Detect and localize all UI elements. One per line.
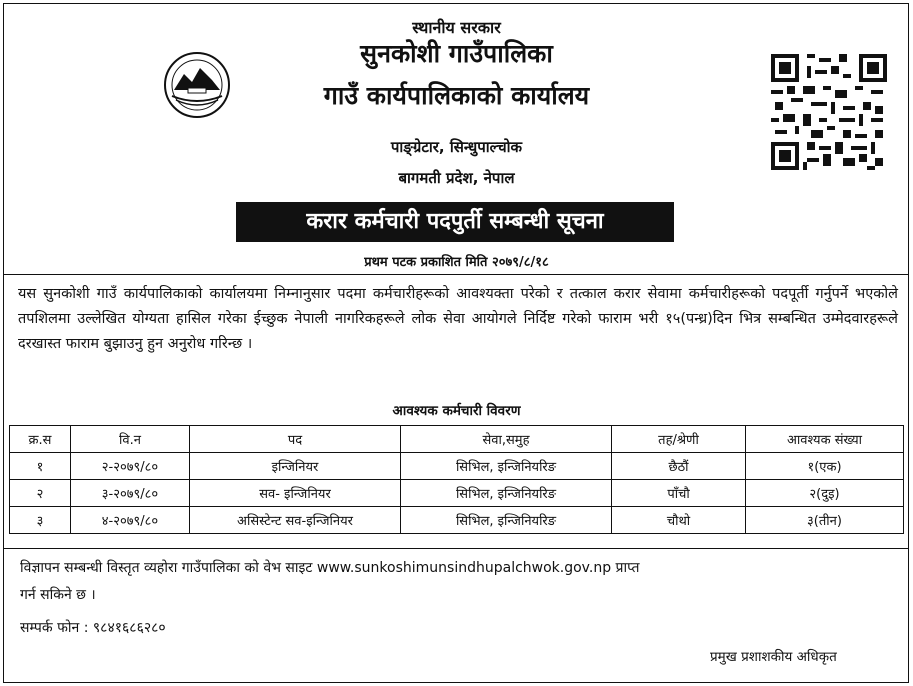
notice-body: यस सुनकोशी गाउँ कार्यपालिकाको कार्यालयमा निम्नानुसार पदमा कर्मचारीहरूको आवश्यक्ता परेको र तत्काल करार सेवामा कर्मचारीहरूको पदपूर्ती गर्नुपर्ने भएकोले तपशिलमा उल्लेखित योग्यता हासिल गरेका ईच्छुक नेपाली नागरिकहरूले लोक सेवा आयोगले निर्दिष्ट गरेको फाराम भरी १५(पन्ध्र)दिन भित्र सम्बन्धित उम्मेदवारहरूले दरखास्त फाराम बुझाउनु हुन अनुरोध गरिन्छ । (18, 286, 898, 352)
address-line-2: बागमती प्रदेश, नेपाल (398, 169, 515, 187)
cell-required-count: ३(तीन) (746, 507, 904, 534)
cell-ad-no: ३-२०७९/८० (71, 480, 190, 507)
table-row (10, 453, 904, 480)
cell-sn: २ (10, 480, 71, 507)
divider-top (4, 274, 908, 275)
website-info-continuation: गर्न सकिने छ । (20, 587, 96, 603)
table-title: आवश्यक कर्मचारी विवरण (392, 403, 521, 419)
requirement-table (9, 425, 904, 534)
col-header-sn: क्र.स (10, 426, 71, 453)
col-header-service-group: सेवा,समुह (401, 426, 612, 453)
cell-service-group: सिभिल, इन्जिनियरिङ (401, 480, 612, 507)
signatory-title: प्रमुख प्रशाशकीय अधिकृत (710, 649, 837, 665)
cell-service-group: सिभिल, इन्जिनियरिङ (401, 507, 612, 534)
local-government-label: स्थानीय सरकार (412, 18, 501, 37)
cell-required-count: २(दुइ) (746, 480, 904, 507)
cell-post: असिस्टेन्ट सव-इन्जिनियर (190, 507, 401, 534)
office-name: गाउँ कार्यपालिकाको कार्यालय (323, 81, 590, 110)
table-row (10, 507, 904, 534)
address-line-1: पाङ्ग्रेटार, सिन्धुपाल्चोक (390, 138, 523, 156)
col-header-required-count: आवश्यक संख्या (746, 426, 904, 453)
cell-level: चौथो (612, 507, 746, 534)
municipality-name: सुनकोशी गाउँपालिका (360, 39, 553, 68)
cell-post: इन्जिनियर (190, 453, 401, 480)
divider-bottom (4, 548, 908, 549)
table-row (10, 480, 904, 507)
cell-required-count: १(एक) (746, 453, 904, 480)
notice-title: करार कर्मचारी पदपुर्ती सम्बन्धी सूचना (236, 202, 674, 242)
cell-sn: १ (10, 453, 71, 480)
website-info-line: विज्ञापन सम्बन्धी विस्तृत व्यहोरा गाउँपालिका को वेभ साइट www.sunkoshimunsindhupalchwok.gov.np प्राप्त (20, 560, 640, 576)
publish-date: प्रथम पटक प्रकाशित मिति २०७९/८/१८ (364, 255, 549, 270)
col-header-post: पद (190, 426, 401, 453)
cell-ad-no: २-२०७९/८० (71, 453, 190, 480)
cell-sn: ३ (10, 507, 71, 534)
contact-phone: सम्पर्क फोन : ९८४१६८६२८० (20, 620, 166, 636)
cell-service-group: सिभिल, इन्जिनियरिङ (401, 453, 612, 480)
cell-level: छैठौं (612, 453, 746, 480)
table-header-row (10, 426, 904, 453)
col-header-level: तह/श्रेणी (612, 426, 746, 453)
col-header-ad-no: वि.न (71, 426, 190, 453)
cell-post: सव- इन्जिनियर (190, 480, 401, 507)
cell-level: पाँचौ (612, 480, 746, 507)
cell-ad-no: ४-२०७९/८० (71, 507, 190, 534)
